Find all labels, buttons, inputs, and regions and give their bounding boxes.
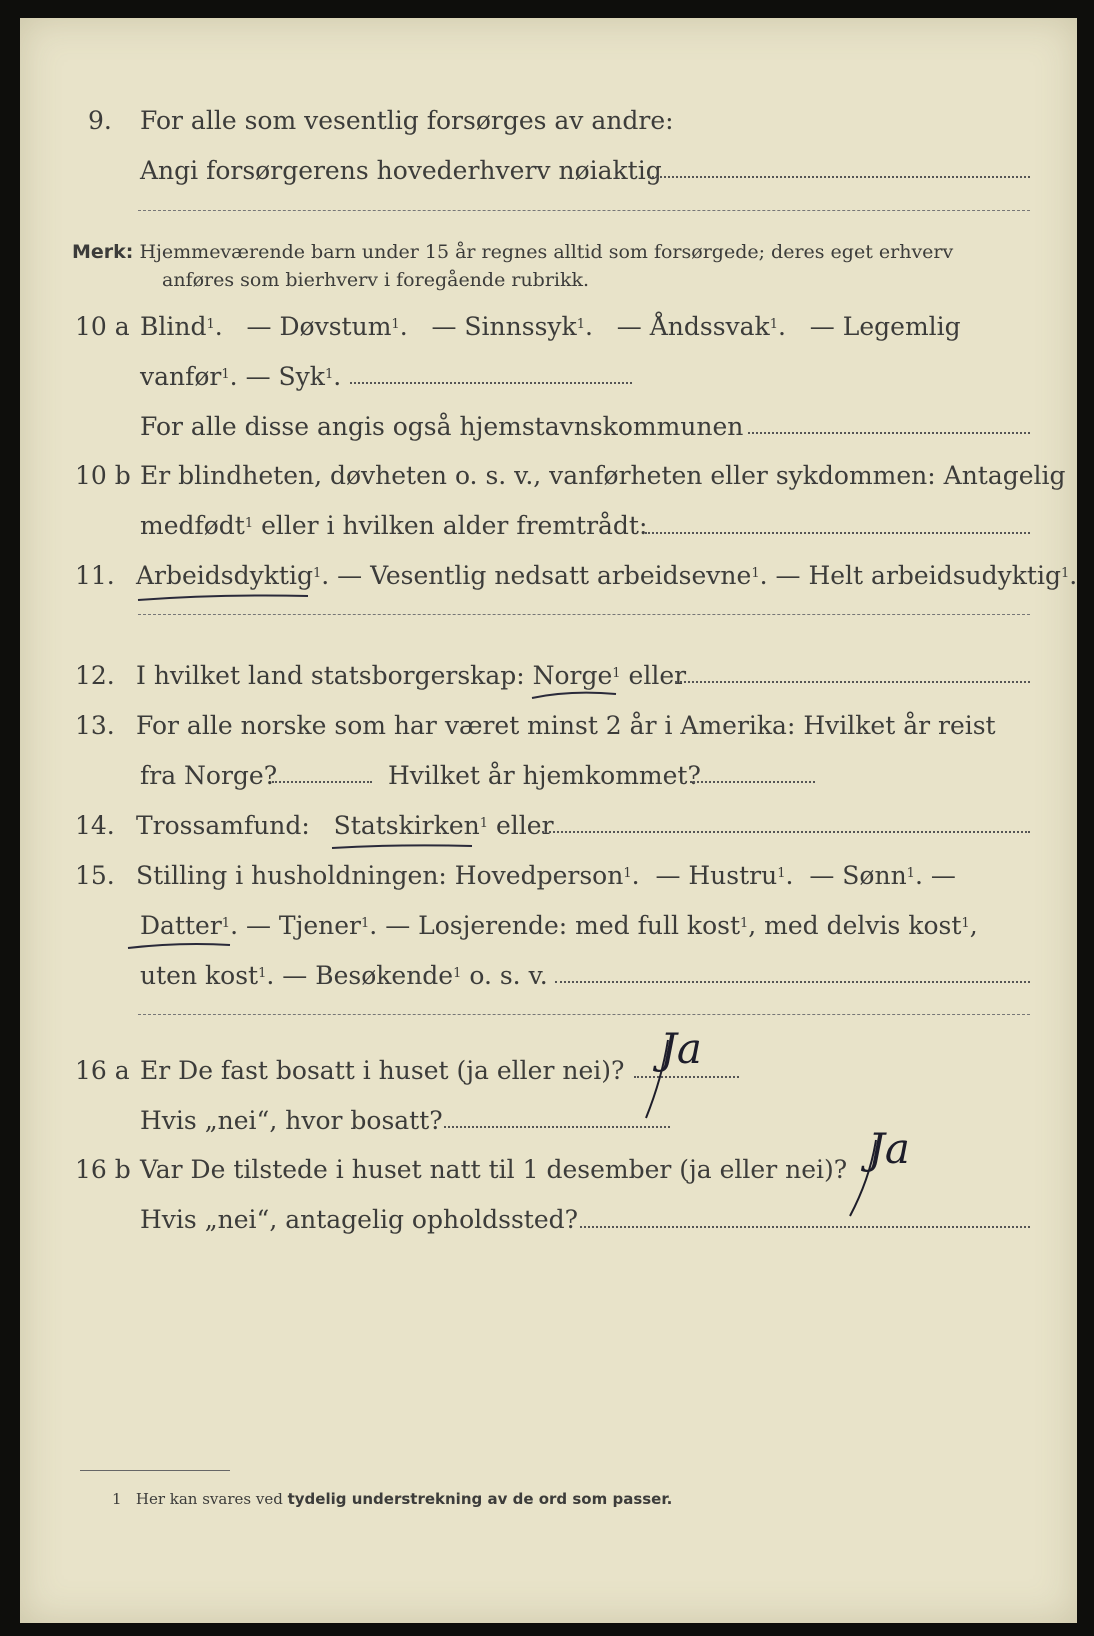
footnote-mark: 1: [112, 1490, 122, 1508]
q10b-line2: medfødt$^1$ eller i hvilken alder fremtrådt:: [140, 511, 648, 540]
q15-uten-kost: uten kost: [140, 961, 259, 990]
q12-line1: I hvilket land statsborgerskap: Norge$^1$ eller: [136, 661, 687, 690]
q10b-alder: eller i hvilken alder fremtrådt:: [261, 511, 648, 540]
q10a-number: 10 a: [75, 312, 130, 341]
footnote-text-b: tydelig understrekning av de ord som passer.: [287, 1490, 673, 1508]
q14-label: Trossamfund:: [136, 811, 310, 840]
q16a-line1: Er De fast bosatt i huset (ja eller nei)?: [140, 1056, 625, 1085]
q11-number: 11.: [75, 561, 115, 590]
q12-number: 12.: [75, 661, 115, 690]
q15-line2: Datter$^1$. — Tjener$^1$. — Losjerende: med full kost$^1$, med delvis kost$^1$,: [140, 911, 978, 940]
q10b-medfodt: medfødt: [140, 511, 245, 540]
q15-sonn: — Sønn: [809, 861, 907, 890]
q16a-number: 16 a: [75, 1056, 130, 1085]
q11-udyktig: — Helt arbeidsudyktig: [775, 561, 1061, 590]
q12-norge: Norge: [532, 661, 613, 690]
q14-number: 14.: [75, 811, 115, 840]
q16b-pen-stroke: [850, 1140, 876, 1216]
q16a-handwritten-answer: Ja: [660, 1024, 702, 1073]
underline-marks: [20, 18, 1077, 1623]
q16a-pen-stroke: [646, 1040, 668, 1118]
q15-tjener: — Tjener: [245, 911, 361, 940]
q15-line1: Stilling i husholdningen: Hovedperson$^1$. — Hustru$^1$. — Sønn$^1$. —: [136, 861, 956, 890]
q10a-legemlig: — Legemlig: [809, 312, 961, 341]
q10a-andssvak: — Åndssvak: [616, 312, 770, 341]
q9-line2: Angi forsørgerens hovederhverv nøiaktig: [140, 156, 662, 185]
q16b-line1: Var De tilstede i huset natt til 1 desember (ja eller nei)?: [140, 1155, 848, 1184]
q13-line2a: fra Norge?: [140, 761, 278, 790]
q16b-number: 16 b: [75, 1155, 131, 1184]
q16b-handwritten-answer: Ja: [868, 1124, 910, 1173]
q16a-line2: Hvis „nei“, hvor bosatt?: [140, 1106, 443, 1135]
underline-datter: [128, 944, 230, 948]
q11-line1: Arbeidsdyktig$^1$. — Vesentlig nedsatt arbeidsevne$^1$. — Helt arbeidsudyktig$^1$.: [136, 561, 1078, 590]
q10a-sinnssyk: — Sinnssyk: [431, 312, 577, 341]
q13-line1: For alle norske som har været minst 2 år i Amerika: Hvilket år reist: [136, 711, 996, 740]
q11-arbeidsdyktig: Arbeidsdyktig: [136, 561, 313, 590]
q12-label: I hvilket land statsborgerskap:: [136, 661, 525, 690]
q15-datter: Datter: [140, 911, 222, 940]
q10a-vanfor: vanfør: [140, 362, 222, 391]
q13-line2b: Hvilket år hjemkommet?: [388, 761, 701, 790]
footnote-text-a: Her kan svares ved: [135, 1490, 283, 1508]
q15-hovedperson: Stilling i husholdningen: Hovedperson: [136, 861, 624, 890]
q10a-line1: Blind$^1$. — Døvstum$^1$. — Sinnssyk$^1$. — Åndssvak$^1$. — Legemlig: [140, 312, 961, 341]
q10a-dovstum: — Døvstum: [246, 312, 392, 341]
q15-delvis: , med delvis kost: [748, 911, 962, 940]
q10a-line2: vanfør$^1$. — Syk$^1$.: [140, 362, 342, 391]
q9-line1: For alle som vesentlig forsørges av andre:: [140, 106, 674, 135]
q15-losjerende: — Losjerende: med full kost: [385, 911, 740, 940]
q9-number: 9.: [88, 106, 112, 135]
q14-line1: Trossamfund: Statskirken$^1$ eller: [136, 811, 554, 840]
q10a-syk: — Syk: [245, 362, 325, 391]
q14-eller: eller: [496, 811, 554, 840]
underline-arbeidsdyktig: [138, 596, 308, 601]
q13-number: 13.: [75, 711, 115, 740]
q11-nedsatt: — Vesentlig nedsatt arbeidsevne: [337, 561, 752, 590]
q14-statskirken: Statskirken: [333, 811, 480, 840]
q10a-blind: Blind: [140, 312, 207, 341]
q15-besokende: — Besøkende: [282, 961, 454, 990]
merk-line2: anføres som bierhverv i foregående rubrikk.: [162, 269, 590, 291]
merk-text1: Hjemmeværende barn under 15 år regnes alltid som forsørgede; deres eget erhverv: [139, 241, 954, 263]
q15-number: 15.: [75, 861, 115, 890]
underline-norge: [532, 693, 616, 698]
merk-label: Merk:: [72, 241, 134, 263]
q10b-line1: Er blindheten, døvheten o. s. v., vanførheten eller sykdommen: Antagelig: [140, 461, 1066, 490]
q12-eller: eller: [628, 661, 687, 690]
q15-line3: uten kost$^1$. — Besøkende$^1$ o. s. v.: [140, 961, 548, 990]
underline-statskirken: [332, 845, 472, 848]
census-form-page: [20, 18, 1077, 1623]
q16b-line2: Hvis „nei“, antagelig opholdssted?: [140, 1205, 579, 1234]
q15-hustru: — Hustru: [655, 861, 778, 890]
q10b-number: 10 b: [75, 461, 131, 490]
q10a-line3: For alle disse angis også hjemstavnskommunen: [140, 412, 744, 441]
